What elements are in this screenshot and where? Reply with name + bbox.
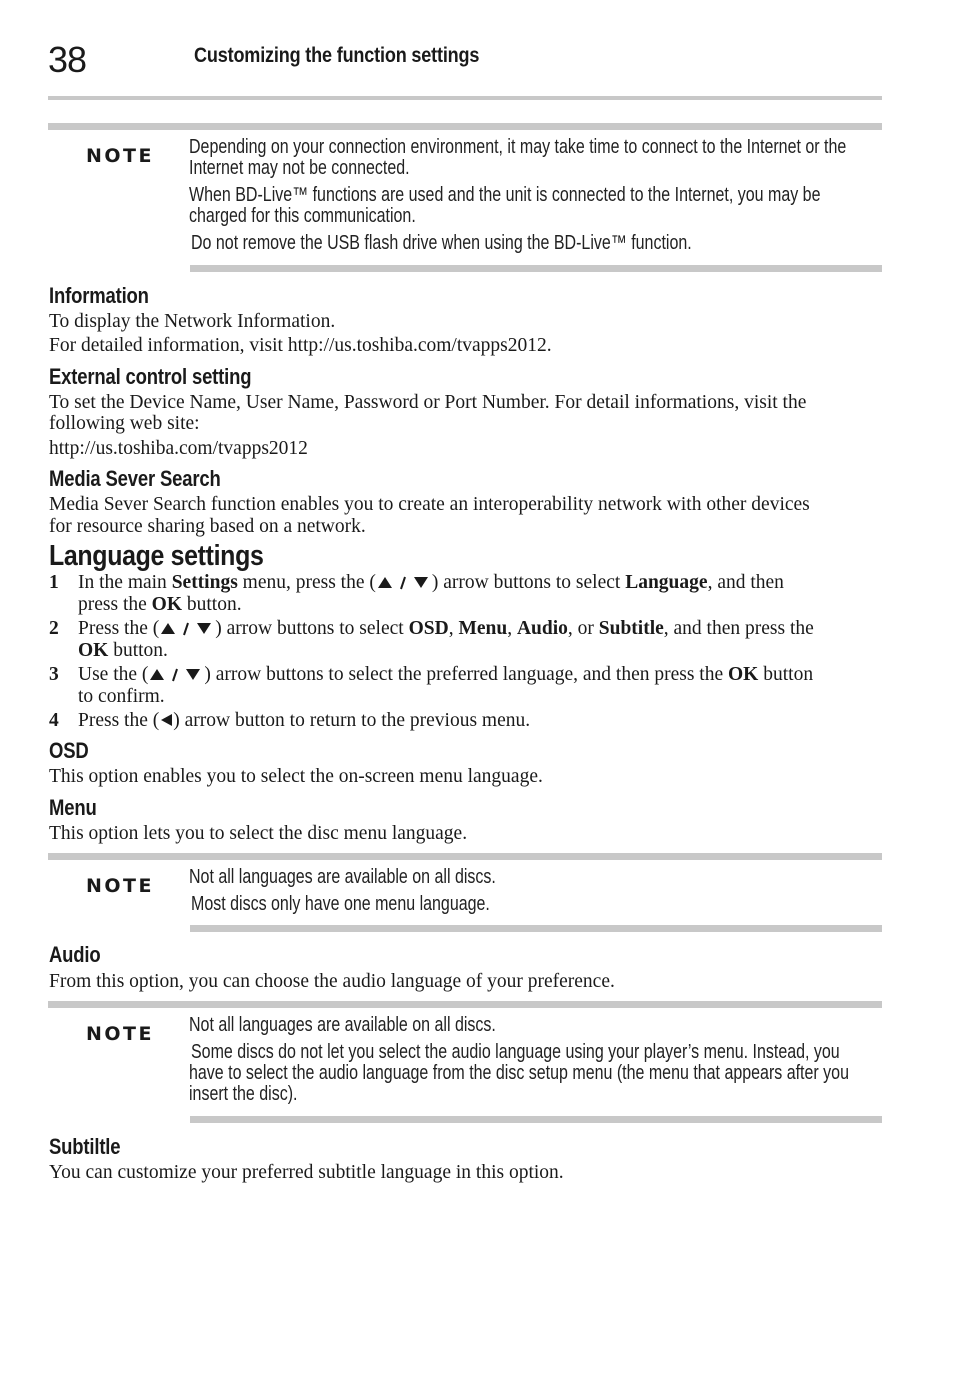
running-header-title: Customizing the function settings — [194, 44, 480, 67]
body-text: For detailed information, visit http://us.toshiba.com/tvapps2012. — [49, 335, 552, 356]
page-number: 38 — [48, 39, 87, 80]
note-text-line: insert the disc). — [189, 1083, 298, 1105]
step-text: to confirm. — [78, 686, 165, 707]
note-bottom-rule — [190, 265, 882, 272]
up-down-arrow-icon — [376, 574, 432, 590]
step-text: In the main Settings menu, press the ( ) arrow buttons to select Language, and then — [78, 572, 784, 593]
up-down-arrow-icon — [148, 666, 204, 682]
header-rule — [48, 96, 882, 100]
note-text-line: have to select the audio language from the disc setup menu (the menu that appears after you — [189, 1062, 849, 1084]
body-text: You can customize your preferred subtitle language in this option. — [49, 1162, 564, 1183]
note-top-rule — [48, 123, 882, 130]
step-number: 3 — [49, 664, 59, 685]
step-number: 4 — [49, 710, 59, 731]
body-text: This option enables you to select the on-screen menu language. — [49, 766, 543, 787]
note-bottom-rule — [190, 1116, 882, 1123]
left-arrow-icon — [159, 712, 173, 728]
note-text-line: charged for this communication. — [189, 205, 416, 227]
note-top-rule — [48, 1001, 882, 1008]
step-text: Press the ( ) arrow buttons to select OSD, Menu, Audio, or Subtitle, and then press the — [78, 618, 814, 639]
body-text: This option lets you to select the disc menu language. — [49, 823, 468, 844]
step-text: press the OK button. — [78, 594, 242, 615]
note-text-line: Not all languages are available on all discs. — [189, 866, 496, 888]
step-number: 1 — [49, 572, 59, 593]
section-heading-menu: Menu — [49, 795, 97, 820]
body-text: To display the Network Information. — [49, 311, 336, 332]
section-heading-osd: OSD — [49, 738, 89, 763]
body-text: for resource sharing based on a network. — [49, 516, 366, 537]
note-bottom-rule — [190, 925, 882, 932]
note-label: NOTE — [86, 1023, 154, 1045]
note-text-line: Most discs only have one menu language. — [191, 893, 490, 915]
note-label: NOTE — [86, 875, 154, 897]
note-text-line: When BD-Live™ functions are used and the unit is connected to the Internet, you may be — [189, 184, 821, 206]
body-text: From this option, you can choose the audio language of your preference. — [49, 971, 615, 992]
note-text-line: Internet may not be connected. — [189, 157, 410, 179]
note-top-rule — [48, 853, 882, 860]
note-text-line: Some discs do not let you select the audio language using your player’s menu. Instead, you — [191, 1041, 840, 1063]
step-text: Press the ( ) arrow button to return to the previous menu. — [78, 710, 531, 731]
section-heading-subtitle: Subtiltle — [49, 1134, 121, 1159]
note-text-line: Depending on your connection environment, it may take time to connect to the Internet or the — [189, 136, 847, 158]
step-number: 2 — [49, 618, 59, 639]
section-heading-external-control: External control setting — [49, 364, 252, 389]
section-heading-media-server-search: Media Sever Search — [49, 466, 221, 491]
body-text: Media Sever Search function enables you to create an interoperability network with other devices — [49, 494, 810, 515]
step-text: Use the ( ) arrow buttons to select the preferred language, and then press the OK button — [78, 664, 814, 685]
body-text: http://us.toshiba.com/tvapps2012 — [49, 438, 308, 459]
up-down-arrow-icon — [159, 620, 215, 636]
section-heading-audio: Audio — [49, 942, 101, 967]
body-text: following web site: — [49, 413, 200, 434]
step-text: OK button. — [78, 640, 168, 661]
note-text-line: Do not remove the USB flash drive when using the BD-Live™ function. — [191, 232, 692, 254]
body-text: To set the Device Name, User Name, Password or Port Number. For detail informations, visit the — [49, 392, 807, 413]
note-label: NOTE — [86, 145, 154, 167]
note-text-line: Not all languages are available on all discs. — [189, 1014, 496, 1036]
section-heading-information: Information — [49, 283, 149, 308]
section-heading-language-settings: Language settings — [49, 540, 264, 572]
